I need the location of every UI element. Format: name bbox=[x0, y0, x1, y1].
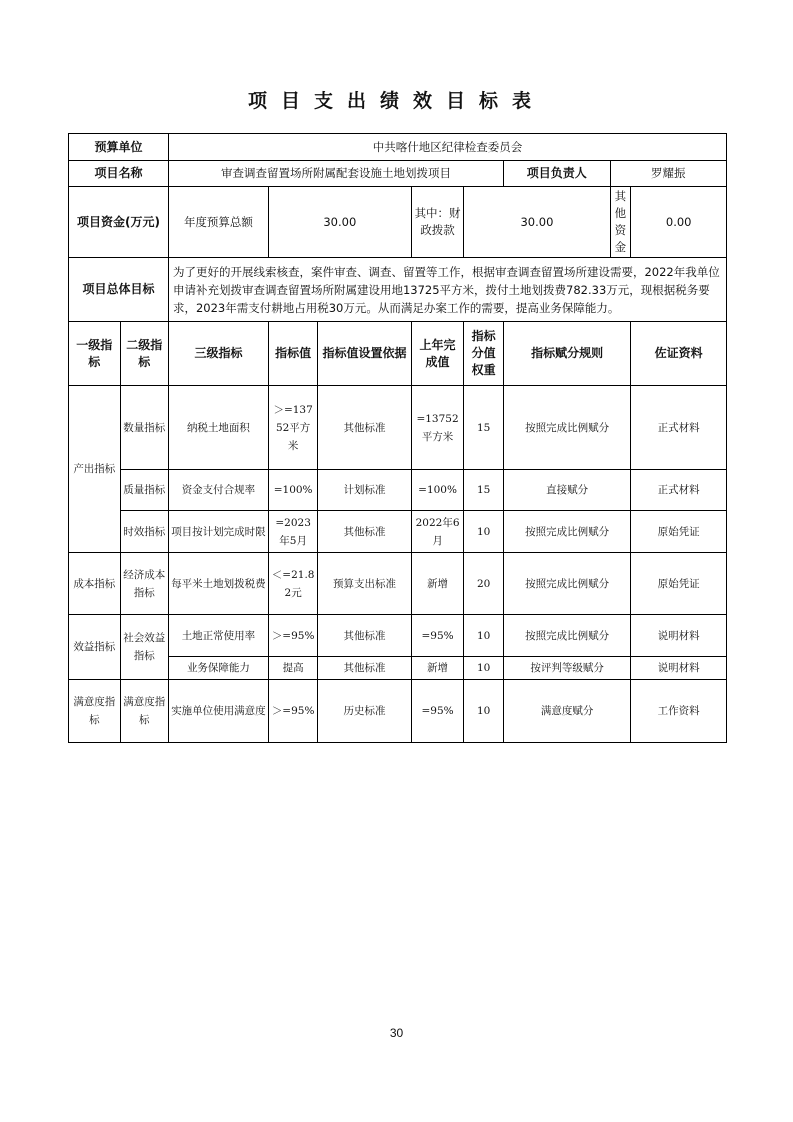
page-title: 项目支出绩效目标表 bbox=[247, 90, 545, 112]
fund-label: 项目资金(万元) bbox=[69, 187, 169, 258]
weight-cell: 15 bbox=[464, 386, 504, 470]
budget-unit-value: 中共喀什地区纪律检查委员会 bbox=[168, 134, 726, 161]
weight-cell: 10 bbox=[464, 657, 504, 680]
l2-cell: 质量指标 bbox=[120, 470, 168, 511]
table-row bbox=[69, 511, 727, 553]
value-cell: =100% bbox=[268, 470, 317, 511]
l2-cell: 数量指标 bbox=[120, 386, 168, 470]
table-row bbox=[69, 386, 727, 470]
other-label: 其他资金 bbox=[610, 187, 631, 258]
group-cost: 成本指标 bbox=[69, 553, 121, 615]
rule-cell: 直接赋分 bbox=[503, 470, 630, 511]
col-header-l1: 一级指标 bbox=[69, 322, 121, 386]
basis-cell: 历史标准 bbox=[318, 680, 411, 743]
col-header-evidence: 佐证资料 bbox=[631, 322, 727, 386]
rule-cell: 按照完成比例赋分 bbox=[503, 553, 630, 615]
budget-unit-label: 预算单位 bbox=[69, 134, 169, 161]
col-header-basis: 指标值设置依据 bbox=[318, 322, 411, 386]
project-name-value: 审查调查留置场所附属配套设施土地划拨项目 bbox=[168, 161, 503, 187]
l3-cell: 项目按计划完成时限 bbox=[168, 511, 268, 553]
col-header-rule: 指标赋分规则 bbox=[503, 322, 630, 386]
other-value: 0.00 bbox=[631, 187, 727, 258]
page-number: 30 bbox=[389, 1026, 404, 1040]
group-output: 产出指标 bbox=[69, 386, 121, 553]
basis-cell: 其他标准 bbox=[318, 511, 411, 553]
l3-cell: 业务保障能力 bbox=[168, 657, 268, 680]
group-benefit: 效益指标 bbox=[69, 615, 121, 680]
l3-cell: 资金支付合规率 bbox=[168, 470, 268, 511]
weight-cell: 10 bbox=[464, 680, 504, 743]
last-cell: =100% bbox=[411, 470, 464, 511]
l2-cell: 社会效益指标 bbox=[120, 615, 168, 680]
l3-cell: 每平米土地划拨税费 bbox=[168, 553, 268, 615]
value-cell: 提高 bbox=[268, 657, 317, 680]
last-cell: =95% bbox=[411, 680, 464, 743]
value-cell: ＜=21.82元 bbox=[268, 553, 317, 615]
rule-cell: 按照完成比例赋分 bbox=[503, 615, 630, 657]
col-header-value: 指标值 bbox=[268, 322, 317, 386]
col-header-last: 上年完成值 bbox=[411, 322, 464, 386]
last-cell: =95% bbox=[411, 615, 464, 657]
weight-cell: 15 bbox=[464, 470, 504, 511]
table-row bbox=[69, 615, 727, 657]
value-cell: ＞=95% bbox=[268, 615, 317, 657]
col-header-l3: 三级指标 bbox=[168, 322, 268, 386]
basis-cell: 其他标准 bbox=[318, 657, 411, 680]
basis-cell: 计划标准 bbox=[318, 470, 411, 511]
evidence-cell: 说明材料 bbox=[631, 615, 727, 657]
l2-cell: 经济成本指标 bbox=[120, 553, 168, 615]
evidence-cell: 正式材料 bbox=[631, 386, 727, 470]
value-cell: ＞=95% bbox=[268, 680, 317, 743]
l3-cell: 纳税土地面积 bbox=[168, 386, 268, 470]
annual-total-value: 30.00 bbox=[268, 187, 411, 258]
goal-label: 项目总体目标 bbox=[69, 258, 169, 322]
annual-total-label: 年度预算总额 bbox=[168, 187, 268, 258]
weight-cell: 10 bbox=[464, 511, 504, 553]
evidence-cell: 原始凭证 bbox=[631, 511, 727, 553]
l3-cell: 土地正常使用率 bbox=[168, 615, 268, 657]
responsible-label: 项目负责人 bbox=[503, 161, 610, 187]
rule-cell: 按照完成比例赋分 bbox=[503, 386, 630, 470]
evidence-cell: 说明材料 bbox=[631, 657, 727, 680]
table-row bbox=[69, 553, 727, 615]
performance-table bbox=[68, 133, 727, 743]
goal-text: 为了更好的开展线索核查，案件审查、调查、留置等工作，根据审查调查留置场所建设需要，2022年我单位申请补充划拨审查调查留置场所附属建设用地13725平方米，拨付土地划拨费782.33万元，现根据税务要求，2023年需支付耕地占用税30万元。从而满足办案工作的需要，提高业务保障能力。 bbox=[168, 258, 726, 322]
value-cell: =2023年5月 bbox=[268, 511, 317, 553]
evidence-cell: 原始凭证 bbox=[631, 553, 727, 615]
col-header-weight: 指标分值权重 bbox=[464, 322, 504, 386]
basis-cell: 其他标准 bbox=[318, 386, 411, 470]
fiscal-label: 其中：财政拨款 bbox=[411, 187, 464, 258]
group-satisfaction: 满意度指标 bbox=[69, 680, 121, 743]
rule-cell: 满意度赋分 bbox=[503, 680, 630, 743]
fiscal-value: 30.00 bbox=[464, 187, 610, 258]
basis-cell: 预算支出标准 bbox=[318, 553, 411, 615]
weight-cell: 10 bbox=[464, 615, 504, 657]
table-row bbox=[69, 470, 727, 511]
l2-cell: 满意度指标 bbox=[120, 680, 168, 743]
rule-cell: 按评判等级赋分 bbox=[503, 657, 630, 680]
rule-cell: 按照完成比例赋分 bbox=[503, 511, 630, 553]
responsible-value: 罗耀振 bbox=[610, 161, 727, 187]
weight-cell: 20 bbox=[464, 553, 504, 615]
evidence-cell: 正式材料 bbox=[631, 470, 727, 511]
last-cell: 新增 bbox=[411, 657, 464, 680]
value-cell: ＞=13752平方米 bbox=[268, 386, 317, 470]
last-cell: =13752平方米 bbox=[411, 386, 464, 470]
last-cell: 新增 bbox=[411, 553, 464, 615]
table-row bbox=[69, 680, 727, 743]
last-cell: 2022年6月 bbox=[411, 511, 464, 553]
evidence-cell: 工作资料 bbox=[631, 680, 727, 743]
l3-cell: 实施单位使用满意度 bbox=[168, 680, 268, 743]
project-name-label: 项目名称 bbox=[69, 161, 169, 187]
col-header-l2: 二级指标 bbox=[120, 322, 168, 386]
basis-cell: 其他标准 bbox=[318, 615, 411, 657]
l2-cell: 时效指标 bbox=[120, 511, 168, 553]
